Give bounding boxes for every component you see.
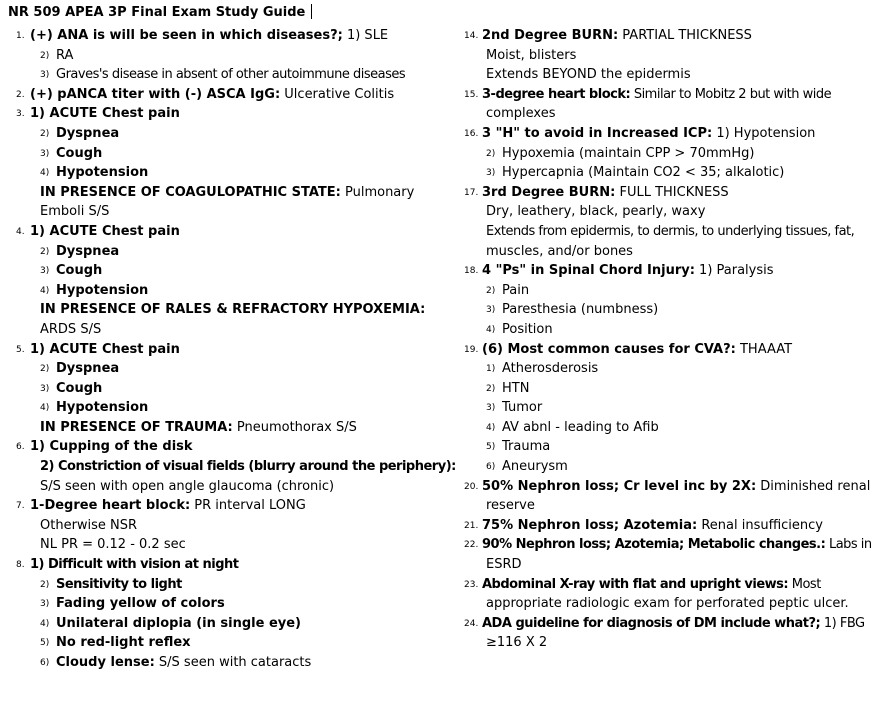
item-text [56,65,405,85]
study-line [464,320,889,340]
item-text [56,242,119,262]
item-text-lead: Atherosderosis [502,361,599,377]
study-line [16,261,456,281]
item-number: 5) [40,638,50,649]
item-text-lead: IN PRESENCE OF RALES & REFRACTORY HYPOXEMIA: [40,302,426,318]
study-line [464,163,889,183]
item-text [56,633,191,653]
study-line [16,300,456,320]
item-text [502,163,784,183]
item-number: 4. [16,226,25,237]
study-line [16,183,456,203]
item-text [40,320,101,340]
item-text [56,261,102,281]
item-number: 5. [16,344,25,355]
item-number: 2) [40,579,50,590]
item-text-lead: 3 "H" to avoid in Increased ICP: [482,125,713,141]
item-text [502,457,568,477]
item-text [482,261,774,281]
item-text [40,457,456,477]
item-number: 6) [486,462,496,473]
study-line [464,516,889,536]
study-line [464,457,889,477]
item-number: 4) [486,324,496,335]
item-text-lead: Unilateral diplopia (in single eye) [56,615,301,631]
item-text [486,202,705,222]
item-text-lead: ≥116 X 2 [486,635,548,651]
item-number: 2) [40,50,50,61]
item-text [482,535,872,555]
item-number: 2) [486,148,496,159]
item-number: 21. [464,520,479,531]
item-number: 2) [40,364,50,375]
item-text-lead: Dry, leathery, black, pearly, waxy [486,204,706,220]
item-text-lead: 90% Nephron loss; Azotemia; Metabolic changes.: [482,537,826,553]
item-text [40,535,186,555]
item-number: 3) [486,168,496,179]
study-line [464,104,889,124]
item-text [56,46,73,66]
study-line [16,594,456,614]
study-line [16,202,456,222]
item-text-lead: 1) Cupping of the disk [30,439,193,455]
item-text-lead: 2nd Degree BURN: [482,28,619,43]
item-text-lead: ARDS S/S [40,321,102,337]
item-text [30,85,394,105]
study-line [16,614,456,634]
item-number: 3) [40,266,50,277]
text-cursor [311,4,312,19]
item-text-rest: PR interval LONG [190,498,306,514]
item-text [56,163,148,183]
item-text-lead: Dyspnea [56,243,120,259]
item-text-lead: Hypercapnia (Maintain CO2 < 35; alkalotic) [502,165,785,181]
study-line [464,183,889,203]
study-line [464,633,889,653]
item-text-rest: Similar to Mobitz 2 but with wide [630,86,832,102]
item-text [40,202,109,222]
item-number: 19. [464,344,479,355]
item-text [30,222,180,242]
item-number: 7. [16,501,25,512]
item-text [30,340,180,360]
item-text [486,555,522,575]
item-text [30,26,388,46]
item-text-lead: 4 "Ps" in Spinal Chord Injury: [482,263,695,279]
study-line [16,477,456,497]
item-text-lead: Moist, blisters [486,47,577,63]
item-text-lead: 50% Nephron loss; Cr level inc by 2X: [482,478,757,494]
item-text-rest: PARTIAL THICKNESS [618,28,752,43]
item-text-lead: AV abnl - leading to Afib [502,419,659,435]
study-line [464,535,889,555]
item-text-lead: Aneurysm [502,459,568,475]
item-text [502,320,553,340]
item-text-lead: Position [502,321,553,337]
item-text-lead: Abdominal X-ray with flat and upright views: [482,576,789,592]
item-text-lead: 1) Difficult with vision at night [30,557,239,573]
item-text [502,437,550,457]
item-text-rest: THAAAT [735,341,793,357]
item-number: 18. [464,266,479,277]
item-text-rest: S/S seen with cataracts [154,655,312,670]
study-line [16,379,456,399]
item-number: 3) [486,305,496,316]
item-text [56,379,102,399]
study-line [464,65,889,85]
item-number: 3) [40,599,50,610]
item-text-lead: Sensitivity to light [56,576,182,592]
item-text [502,144,754,164]
item-text-lead: NL PR = 0.12 - 0.2 sec [40,537,186,553]
study-line [464,281,889,301]
item-text [482,477,870,497]
item-text [56,281,148,301]
item-text-lead: 3rd Degree BURN: [482,184,616,200]
study-line [464,144,889,164]
study-line [16,46,456,66]
item-text-rest: Diminished renal [756,478,871,494]
item-text-lead: Cough [56,263,103,279]
item-text [486,594,849,614]
item-number: 15. [464,89,479,100]
study-line [464,340,889,360]
study-line [464,437,889,457]
item-number: 14. [464,31,479,41]
item-text [502,359,598,379]
study-line [464,398,889,418]
item-text [482,26,752,46]
item-text-lead: 3-degree heart block: [482,86,631,102]
item-number: 4) [40,618,50,629]
item-text-rest: Ulcerative Colitis [280,86,395,102]
item-text [40,183,414,203]
item-number: 3) [40,148,50,159]
item-text-rest: 1) Hypotension [712,125,816,141]
item-text [502,281,529,301]
item-text [502,379,529,399]
item-text [482,340,792,360]
item-text-lead: Hypoxemia (maintain CPP > 70mmHg) [502,145,755,161]
item-text [502,398,542,418]
item-number: 4) [40,403,50,414]
item-number: 6. [16,442,25,453]
item-text-lead: IN PRESENCE OF TRAUMA: [40,419,233,435]
item-text-lead: (6) Most common causes for CVA?: [482,341,736,357]
item-text [40,300,425,320]
study-line [16,398,456,418]
item-text [30,104,180,124]
study-line [464,85,889,105]
item-text [486,633,547,653]
item-text-lead: Paresthesia (numbness) [502,302,659,318]
item-number: 16. [464,128,479,139]
item-number: 24. [464,618,479,629]
item-number: 3) [40,70,50,81]
study-line [464,300,889,320]
item-text-rest: Pulmonary [340,184,415,200]
item-number: 2. [16,89,25,100]
study-line [16,496,456,516]
item-text-lead: Fading yellow of colors [56,596,225,612]
item-text-lead: 1) ACUTE Chest pain [30,223,180,239]
study-line [464,379,889,399]
item-number: 5) [486,442,496,453]
item-text [502,418,659,438]
item-text-lead: Cough [56,145,103,161]
item-text-lead: Hypotension [56,282,149,298]
study-line [464,26,889,46]
study-line [464,418,889,438]
item-text [56,359,119,379]
left-column [16,26,456,673]
item-text [56,398,148,418]
study-line [464,496,889,516]
item-number: 23. [464,579,479,590]
item-text-rest: Renal insufficiency [697,517,823,533]
item-text [486,222,854,242]
study-line [16,575,456,595]
item-number: 6) [40,658,50,668]
study-line [464,555,889,575]
item-text-rest: 1) Paralysis [694,263,774,279]
study-line [16,633,456,653]
item-text-lead: 2) Constriction of visual fields (blurry around the periphery): [40,459,456,475]
item-text-lead: Hypotension [56,165,149,181]
study-line [464,614,889,634]
item-text [486,104,555,124]
item-text-lead: complexes [486,106,556,122]
item-number: 3. [16,109,25,120]
study-line [464,359,889,379]
item-text-lead: Pain [502,282,530,298]
item-text-lead: Cough [56,380,103,396]
item-text-rest: Labs in [825,537,872,553]
item-text-lead: HTN [502,380,530,396]
item-text-rest: FULL THICKNESS [615,184,729,200]
study-line [464,242,889,262]
item-text-lead: ADA guideline for diagnosis of DM include what?; [482,615,821,631]
item-number: 3) [486,403,496,414]
study-line [16,437,456,457]
item-text [56,653,311,673]
item-text [502,300,658,320]
item-text-lead: reserve [486,498,535,514]
item-text-lead: Otherwise NSR [40,517,138,533]
item-text-lead: appropriate radiologic exam for perforated peptic ulcer. [486,596,849,612]
study-line [16,457,456,477]
study-line [464,124,889,144]
item-number: 4) [40,285,50,296]
document-title: NR 509 APEA 3P Final Exam Study Guide [8,4,312,20]
study-line [16,418,456,438]
study-line [16,104,456,124]
study-line [16,242,456,262]
item-number: 2) [486,383,496,394]
item-text-lead: ESRD [486,557,522,573]
study-line [16,653,456,673]
item-number: 22. [464,540,479,551]
study-line [16,535,456,555]
item-text [482,85,831,105]
right-column [464,26,889,653]
item-text-lead: Extends BEYOND the epidermis [486,67,691,83]
study-line [16,65,456,85]
study-line [16,281,456,301]
item-text-rest: Most [788,576,821,592]
study-line [464,594,889,614]
item-text [486,46,576,66]
item-text [56,575,182,595]
item-text-lead: Emboli S/S [40,204,110,220]
item-text-rest: 1) SLE [342,28,389,43]
item-text-rest: 1) FBG [820,615,865,631]
item-text [486,496,535,516]
item-text [30,555,238,575]
item-text [30,437,193,457]
item-text [482,124,815,144]
study-line [464,477,889,497]
item-text-lead: (+) pANCA titer with (-) ASCA IgG: [30,86,281,102]
item-text-lead: Dyspnea [56,125,120,141]
study-line [16,359,456,379]
item-text-lead: Hypotension [56,400,149,416]
item-number: 2) [486,285,496,296]
study-line [464,575,889,595]
item-number: 3) [40,383,50,394]
item-text-lead: 75% Nephron loss; Azotemia: [482,517,698,533]
item-number: 1. [16,31,25,41]
item-number: 4) [40,168,50,179]
item-number: 17. [464,187,479,198]
item-text-lead: RA [56,47,74,63]
item-text-lead: Cloudy lense: [56,655,155,670]
study-line [16,26,456,46]
item-text-lead: IN PRESENCE OF COAGULOPATHIC STATE: [40,184,341,200]
item-number: 1) [486,364,496,375]
study-line [16,222,456,242]
item-text-lead: Trauma [502,439,551,455]
study-line [464,222,889,242]
item-text-lead: 1) ACUTE Chest pain [30,341,180,357]
study-line [464,261,889,281]
study-line [16,340,456,360]
item-number: 20. [464,481,479,492]
item-text-lead: No red-light reflex [56,635,191,651]
item-text [482,516,823,536]
item-text-lead: Tumor [502,400,543,416]
item-number: 8. [16,560,25,571]
item-text [56,594,225,614]
study-line [16,555,456,575]
item-text [40,516,137,536]
item-text [56,614,301,634]
study-line [16,85,456,105]
item-text [486,242,633,262]
item-text-lead: (+) ANA is will be seen in which diseases?; [30,28,343,43]
item-number: 2) [40,246,50,257]
item-text-lead: S/S seen with open angle glaucoma (chronic) [40,478,335,494]
item-text [482,575,821,595]
item-number: 2) [40,128,50,139]
item-text-lead: Graves's disease in absent of other autoimmune diseases [56,67,406,83]
item-text [486,65,691,85]
study-line [16,320,456,340]
item-text-rest: Pneumothorax S/S [232,419,357,435]
item-text [40,477,334,497]
item-text [56,144,102,164]
item-text-lead: 1-Degree heart block: [30,498,191,514]
item-text-lead: 1) ACUTE Chest pain [30,106,180,122]
item-text-lead: Dyspnea [56,361,120,377]
study-line [464,202,889,222]
study-line [464,46,889,66]
item-text [56,124,119,144]
item-text-lead: Extends from epidermis, to dermis, to underlying tissues, fat, [486,223,855,239]
item-number: 4) [486,422,496,433]
item-text [482,614,865,634]
item-text-lead: muscles, and/or bones [486,243,633,259]
item-text [482,183,729,203]
study-line [16,163,456,183]
study-line [16,144,456,164]
study-line [16,516,456,536]
study-line [16,124,456,144]
item-text [30,496,306,516]
item-text [40,418,357,438]
